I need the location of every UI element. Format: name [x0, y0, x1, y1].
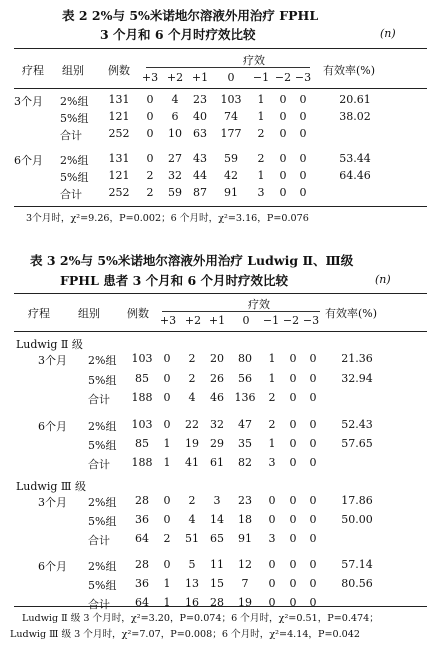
- table3-row-value: 15: [210, 577, 224, 590]
- table3-row-n: 64: [135, 596, 149, 609]
- table3-row-group: 5%组: [88, 579, 117, 592]
- table3-row-value: 28: [210, 596, 224, 609]
- table3-subgroup-label: Ludwig Ⅱ 级: [16, 338, 83, 351]
- table3-row-value: 7: [241, 577, 249, 590]
- table3-row-value: 0: [268, 558, 276, 571]
- table3-grade-header: −3: [302, 314, 320, 327]
- table3-row-value: 16: [185, 596, 199, 609]
- table3-row-value: 0: [163, 513, 171, 526]
- table3-row-value: 3: [268, 456, 276, 469]
- table2-header-rule: [14, 88, 427, 89]
- table2-note: 3个月时，χ²=9.26，P=0.002；6 个月时，χ²=3.16，P=0.076: [26, 213, 309, 224]
- table3-row-rate: 80.56: [341, 577, 373, 590]
- table3-row-value: 32: [210, 418, 224, 431]
- table3-row-value: 0: [289, 391, 297, 404]
- table3-row-value: 136: [234, 391, 256, 404]
- table2-grade-header: 0: [227, 71, 235, 84]
- table2-row-value: 59: [224, 152, 238, 165]
- table3-row-value: 0: [309, 577, 317, 590]
- table3-row-value: 29: [210, 437, 224, 450]
- table2-row-n: 131: [108, 152, 130, 165]
- table3-row-value: 0: [289, 494, 297, 507]
- table3-row-value: 26: [210, 372, 224, 385]
- table3-row-value: 51: [185, 532, 199, 545]
- table3-row-value: 0: [309, 391, 317, 404]
- table2-row-value: 0: [146, 110, 154, 123]
- table3-row-rate: 52.43: [341, 418, 373, 431]
- table2-effect-rule: [146, 67, 310, 68]
- table3-row-group: 2%组: [88, 560, 117, 573]
- table3-subgroup-label: Ludwig Ⅲ 级: [16, 480, 87, 493]
- table2-grade-header: +2: [166, 71, 184, 84]
- table3-row-value: 4: [188, 391, 196, 404]
- table3-row-value: 47: [238, 418, 252, 431]
- table2-row-rate: 38.02: [339, 110, 371, 123]
- table3-row-value: 1: [163, 437, 171, 450]
- table2-top-rule: [14, 48, 427, 49]
- table2-row-value: 3: [257, 186, 265, 199]
- table3-row-value: 0: [163, 391, 171, 404]
- table2-row-value: 6: [171, 110, 179, 123]
- table3-row-value: 20: [210, 352, 224, 365]
- table2-header-effect: 疗效: [243, 54, 265, 67]
- table3-row-value: 0: [309, 437, 317, 450]
- table3-row-value: 0: [309, 494, 317, 507]
- table2-row-value: 4: [171, 93, 179, 106]
- table3-row-course: 6个月: [38, 560, 67, 573]
- table3-title-line1: 表 3 2%与 5%米诺地尔溶液外用治疗 Ludwig Ⅱ、Ⅲ级: [30, 253, 354, 268]
- table2-row-value: 2: [146, 169, 154, 182]
- table3-row-group: 2%组: [88, 496, 117, 509]
- table2-row-value: 0: [299, 186, 307, 199]
- table3-top-rule: [14, 293, 427, 294]
- table3-row-value: 46: [210, 391, 224, 404]
- table3-row-value: 0: [309, 372, 317, 385]
- table3-effect-rule: [162, 311, 320, 312]
- table2-row-value: 177: [220, 127, 242, 140]
- table3-row-n: 103: [131, 418, 153, 431]
- table2-row-value: 0: [299, 169, 307, 182]
- table3-row-value: 0: [289, 352, 297, 365]
- table3-row-value: 0: [268, 577, 276, 590]
- table2-header-cases: 例数: [108, 64, 130, 77]
- table2-row-rate: 64.46: [339, 169, 371, 182]
- table3-row-value: 0: [289, 437, 297, 450]
- table3-row-value: 2: [163, 532, 171, 545]
- table3-header-effect: 疗效: [248, 298, 270, 311]
- table3-row-n: 36: [135, 577, 149, 590]
- table3-row-value: 2: [268, 418, 276, 431]
- table3-row-value: 82: [238, 456, 252, 469]
- table2-row-value: 0: [279, 110, 287, 123]
- table3-row-course: 6个月: [38, 420, 67, 433]
- table3-row-n: 103: [131, 352, 153, 365]
- table3-row-n: 188: [131, 456, 153, 469]
- table2-row-value: 0: [299, 110, 307, 123]
- table3-row-value: 12: [238, 558, 252, 571]
- table2-grade-header: +1: [191, 71, 209, 84]
- table3-row-group: 2%组: [88, 354, 117, 367]
- table3-row-value: 2: [188, 372, 196, 385]
- table3-header-course: 疗程: [28, 307, 50, 320]
- table2-grade-header: −1: [252, 71, 270, 84]
- table3-row-value: 19: [185, 437, 199, 450]
- table2-row-group: 2%组: [60, 154, 89, 167]
- table3-row-value: 80: [238, 352, 252, 365]
- table3-bottom-rule: [14, 606, 427, 607]
- table2-title-line1: 表 2 2%与 5%米诺地尔溶液外用治疗 FPHL: [62, 8, 319, 23]
- table2-row-course: 6个月: [14, 154, 43, 167]
- table3-row-course: 3个月: [38, 354, 67, 367]
- table3-row-value: 0: [309, 596, 317, 609]
- table3-row-value: 0: [309, 352, 317, 365]
- table2-row-course: 3个月: [14, 95, 43, 108]
- table2-row-value: 0: [146, 127, 154, 140]
- table3-row-value: 0: [268, 513, 276, 526]
- table3-row-rate: 57.14: [341, 558, 373, 571]
- table2-row-n: 252: [108, 186, 130, 199]
- table3-row-value: 91: [238, 532, 252, 545]
- table2-row-value: 0: [279, 169, 287, 182]
- table3-row-value: 3: [213, 494, 221, 507]
- table2-row-value: 103: [220, 93, 242, 106]
- table2-row-n: 131: [108, 93, 130, 106]
- table2-grade-header: +3: [141, 71, 159, 84]
- table2-row-value: 1: [257, 110, 265, 123]
- table2-row-value: 27: [168, 152, 182, 165]
- table2-row-value: 74: [224, 110, 238, 123]
- table3-row-value: 0: [289, 558, 297, 571]
- table2-row-group: 5%组: [60, 112, 89, 125]
- table3-row-rate: 32.94: [341, 372, 373, 385]
- table3-row-value: 0: [289, 456, 297, 469]
- table2-grade-header: −3: [294, 71, 312, 84]
- table3-row-group: 合计: [88, 534, 110, 547]
- table2-row-group: 合计: [60, 188, 82, 201]
- table2-row-n: 252: [108, 127, 130, 140]
- table2-row-group: 合计: [60, 129, 82, 142]
- table3-note-line1: Ludwig Ⅱ 级 3 个月时，χ²=3.20，P=0.074；6 个月时，χ²=0.51，P=0.474；: [22, 613, 379, 624]
- table3-header-cases: 例数: [127, 307, 149, 320]
- table3-row-n: 188: [131, 391, 153, 404]
- table2-header-group: 组别: [62, 64, 84, 77]
- table3-row-rate: 17.86: [341, 494, 373, 507]
- table3-row-value: 13: [185, 577, 199, 590]
- table2-row-value: 32: [168, 169, 182, 182]
- table3-row-value: 0: [309, 558, 317, 571]
- table3-row-value: 0: [268, 596, 276, 609]
- table3-row-rate: 21.36: [341, 352, 373, 365]
- table2-header-rate: 有效率(%): [323, 64, 376, 77]
- table3-row-group: 合计: [88, 458, 110, 471]
- table2-row-value: 91: [224, 186, 238, 199]
- table2-row-value: 42: [224, 169, 238, 182]
- table3-header-rate: 有效率(%): [325, 307, 378, 320]
- table2-row-value: 0: [299, 93, 307, 106]
- table2-bottom-rule: [14, 206, 427, 207]
- table2-row-value: 40: [193, 110, 207, 123]
- table2-row-rate: 53.44: [339, 152, 371, 165]
- table3-row-group: 5%组: [88, 374, 117, 387]
- table3-row-value: 0: [289, 513, 297, 526]
- table2-row-value: 0: [279, 93, 287, 106]
- table2-row-group: 5%组: [60, 171, 89, 184]
- table2-row-n: 121: [108, 169, 130, 182]
- table3-row-value: 22: [185, 418, 199, 431]
- table3-title-line2: FPHL 患者 3 个月和 6 个月时疗效比较: [60, 273, 289, 288]
- table3-row-value: 56: [238, 372, 252, 385]
- table3-row-value: 18: [238, 513, 252, 526]
- table3-row-value: 0: [268, 494, 276, 507]
- table2-header-course: 疗程: [22, 64, 44, 77]
- table2-row-value: 2: [257, 152, 265, 165]
- table3-row-value: 2: [268, 391, 276, 404]
- table2-row-value: 2: [146, 186, 154, 199]
- table2-row-value: 44: [193, 169, 207, 182]
- table2-row-value: 0: [279, 152, 287, 165]
- table3-row-value: 23: [238, 494, 252, 507]
- table3-row-value: 0: [289, 532, 297, 545]
- table3-note-line2: Ludwig Ⅲ 级 3 个月时，χ²=7.07，P=0.008；6 个月时，χ²=4.14，P=0.042: [10, 629, 360, 640]
- table2-title-line2: 3 个月和 6 个月时疗效比较: [100, 27, 256, 42]
- table2-row-value: 1: [257, 169, 265, 182]
- table3-row-group: 5%组: [88, 439, 117, 452]
- table3-grade-header: −2: [282, 314, 300, 327]
- table3-row-value: 0: [289, 418, 297, 431]
- table3-row-n: 85: [135, 372, 149, 385]
- table3-row-value: 1: [268, 372, 276, 385]
- table2-row-value: 23: [193, 93, 207, 106]
- table2-grade-header: −2: [274, 71, 292, 84]
- table3-row-value: 4: [188, 513, 196, 526]
- table3-grade-header: +1: [208, 314, 226, 327]
- table2-unit: (n): [380, 27, 396, 40]
- table3-row-course: 3个月: [38, 496, 67, 509]
- table2-row-value: 0: [299, 127, 307, 140]
- table3-row-n: 64: [135, 532, 149, 545]
- table3-row-value: 0: [289, 372, 297, 385]
- table3-row-value: 0: [289, 596, 297, 609]
- table3-grade-header: 0: [242, 314, 250, 327]
- table3-row-value: 5: [188, 558, 196, 571]
- table3-row-value: 0: [289, 577, 297, 590]
- table2-row-value: 2: [257, 127, 265, 140]
- table2-row-value: 0: [279, 186, 287, 199]
- table3-row-rate: 57.65: [341, 437, 373, 450]
- table2-row-rate: 20.61: [339, 93, 371, 106]
- table3-row-value: 11: [210, 558, 224, 571]
- table3-row-group: 5%组: [88, 515, 117, 528]
- table2-row-value: 0: [279, 127, 287, 140]
- table2-row-value: 43: [193, 152, 207, 165]
- table3-row-value: 1: [268, 352, 276, 365]
- table3-grade-header: −1: [262, 314, 280, 327]
- table3-row-value: 61: [210, 456, 224, 469]
- table2-row-value: 87: [193, 186, 207, 199]
- table3-row-value: 1: [163, 596, 171, 609]
- table3-row-value: 1: [268, 437, 276, 450]
- table3-row-value: 2: [188, 352, 196, 365]
- table2-row-group: 2%组: [60, 95, 89, 108]
- table3-row-value: 0: [163, 558, 171, 571]
- table3-row-value: 0: [163, 494, 171, 507]
- table3-row-value: 41: [185, 456, 199, 469]
- table2-row-value: 0: [299, 152, 307, 165]
- table3-grade-header: +3: [159, 314, 177, 327]
- table3-row-n: 85: [135, 437, 149, 450]
- table3-row-value: 14: [210, 513, 224, 526]
- table2-row-value: 0: [146, 93, 154, 106]
- table3-row-n: 28: [135, 558, 149, 571]
- table3-row-value: 35: [238, 437, 252, 450]
- table3-row-group: 合计: [88, 393, 110, 406]
- table3-row-value: 65: [210, 532, 224, 545]
- table3-row-group: 2%组: [88, 420, 117, 433]
- table3-row-value: 0: [309, 532, 317, 545]
- table3-row-value: 19: [238, 596, 252, 609]
- table3-row-rate: 50.00: [341, 513, 373, 526]
- table3-header-group: 组别: [78, 307, 100, 320]
- table3-row-value: 0: [309, 513, 317, 526]
- table2-row-value: 10: [168, 127, 182, 140]
- table3-row-value: 0: [163, 352, 171, 365]
- table2-row-value: 0: [146, 152, 154, 165]
- table3-row-group: 合计: [88, 598, 110, 611]
- table3-row-value: 3: [268, 532, 276, 545]
- table2-row-value: 1: [257, 93, 265, 106]
- table2-row-value: 59: [168, 186, 182, 199]
- table3-row-n: 28: [135, 494, 149, 507]
- table3-grade-header: +2: [184, 314, 202, 327]
- table3-row-value: 0: [163, 372, 171, 385]
- table2-row-value: 63: [193, 127, 207, 140]
- table3-row-value: 1: [163, 577, 171, 590]
- table3-row-n: 36: [135, 513, 149, 526]
- table3-row-value: 0: [163, 418, 171, 431]
- table3-row-value: 0: [309, 418, 317, 431]
- table3-row-value: 2: [188, 494, 196, 507]
- table3-unit: (n): [375, 273, 391, 286]
- table3-row-value: 1: [163, 456, 171, 469]
- table3-header-rule: [14, 331, 427, 332]
- table2-row-n: 121: [108, 110, 130, 123]
- table3-row-value: 0: [309, 456, 317, 469]
